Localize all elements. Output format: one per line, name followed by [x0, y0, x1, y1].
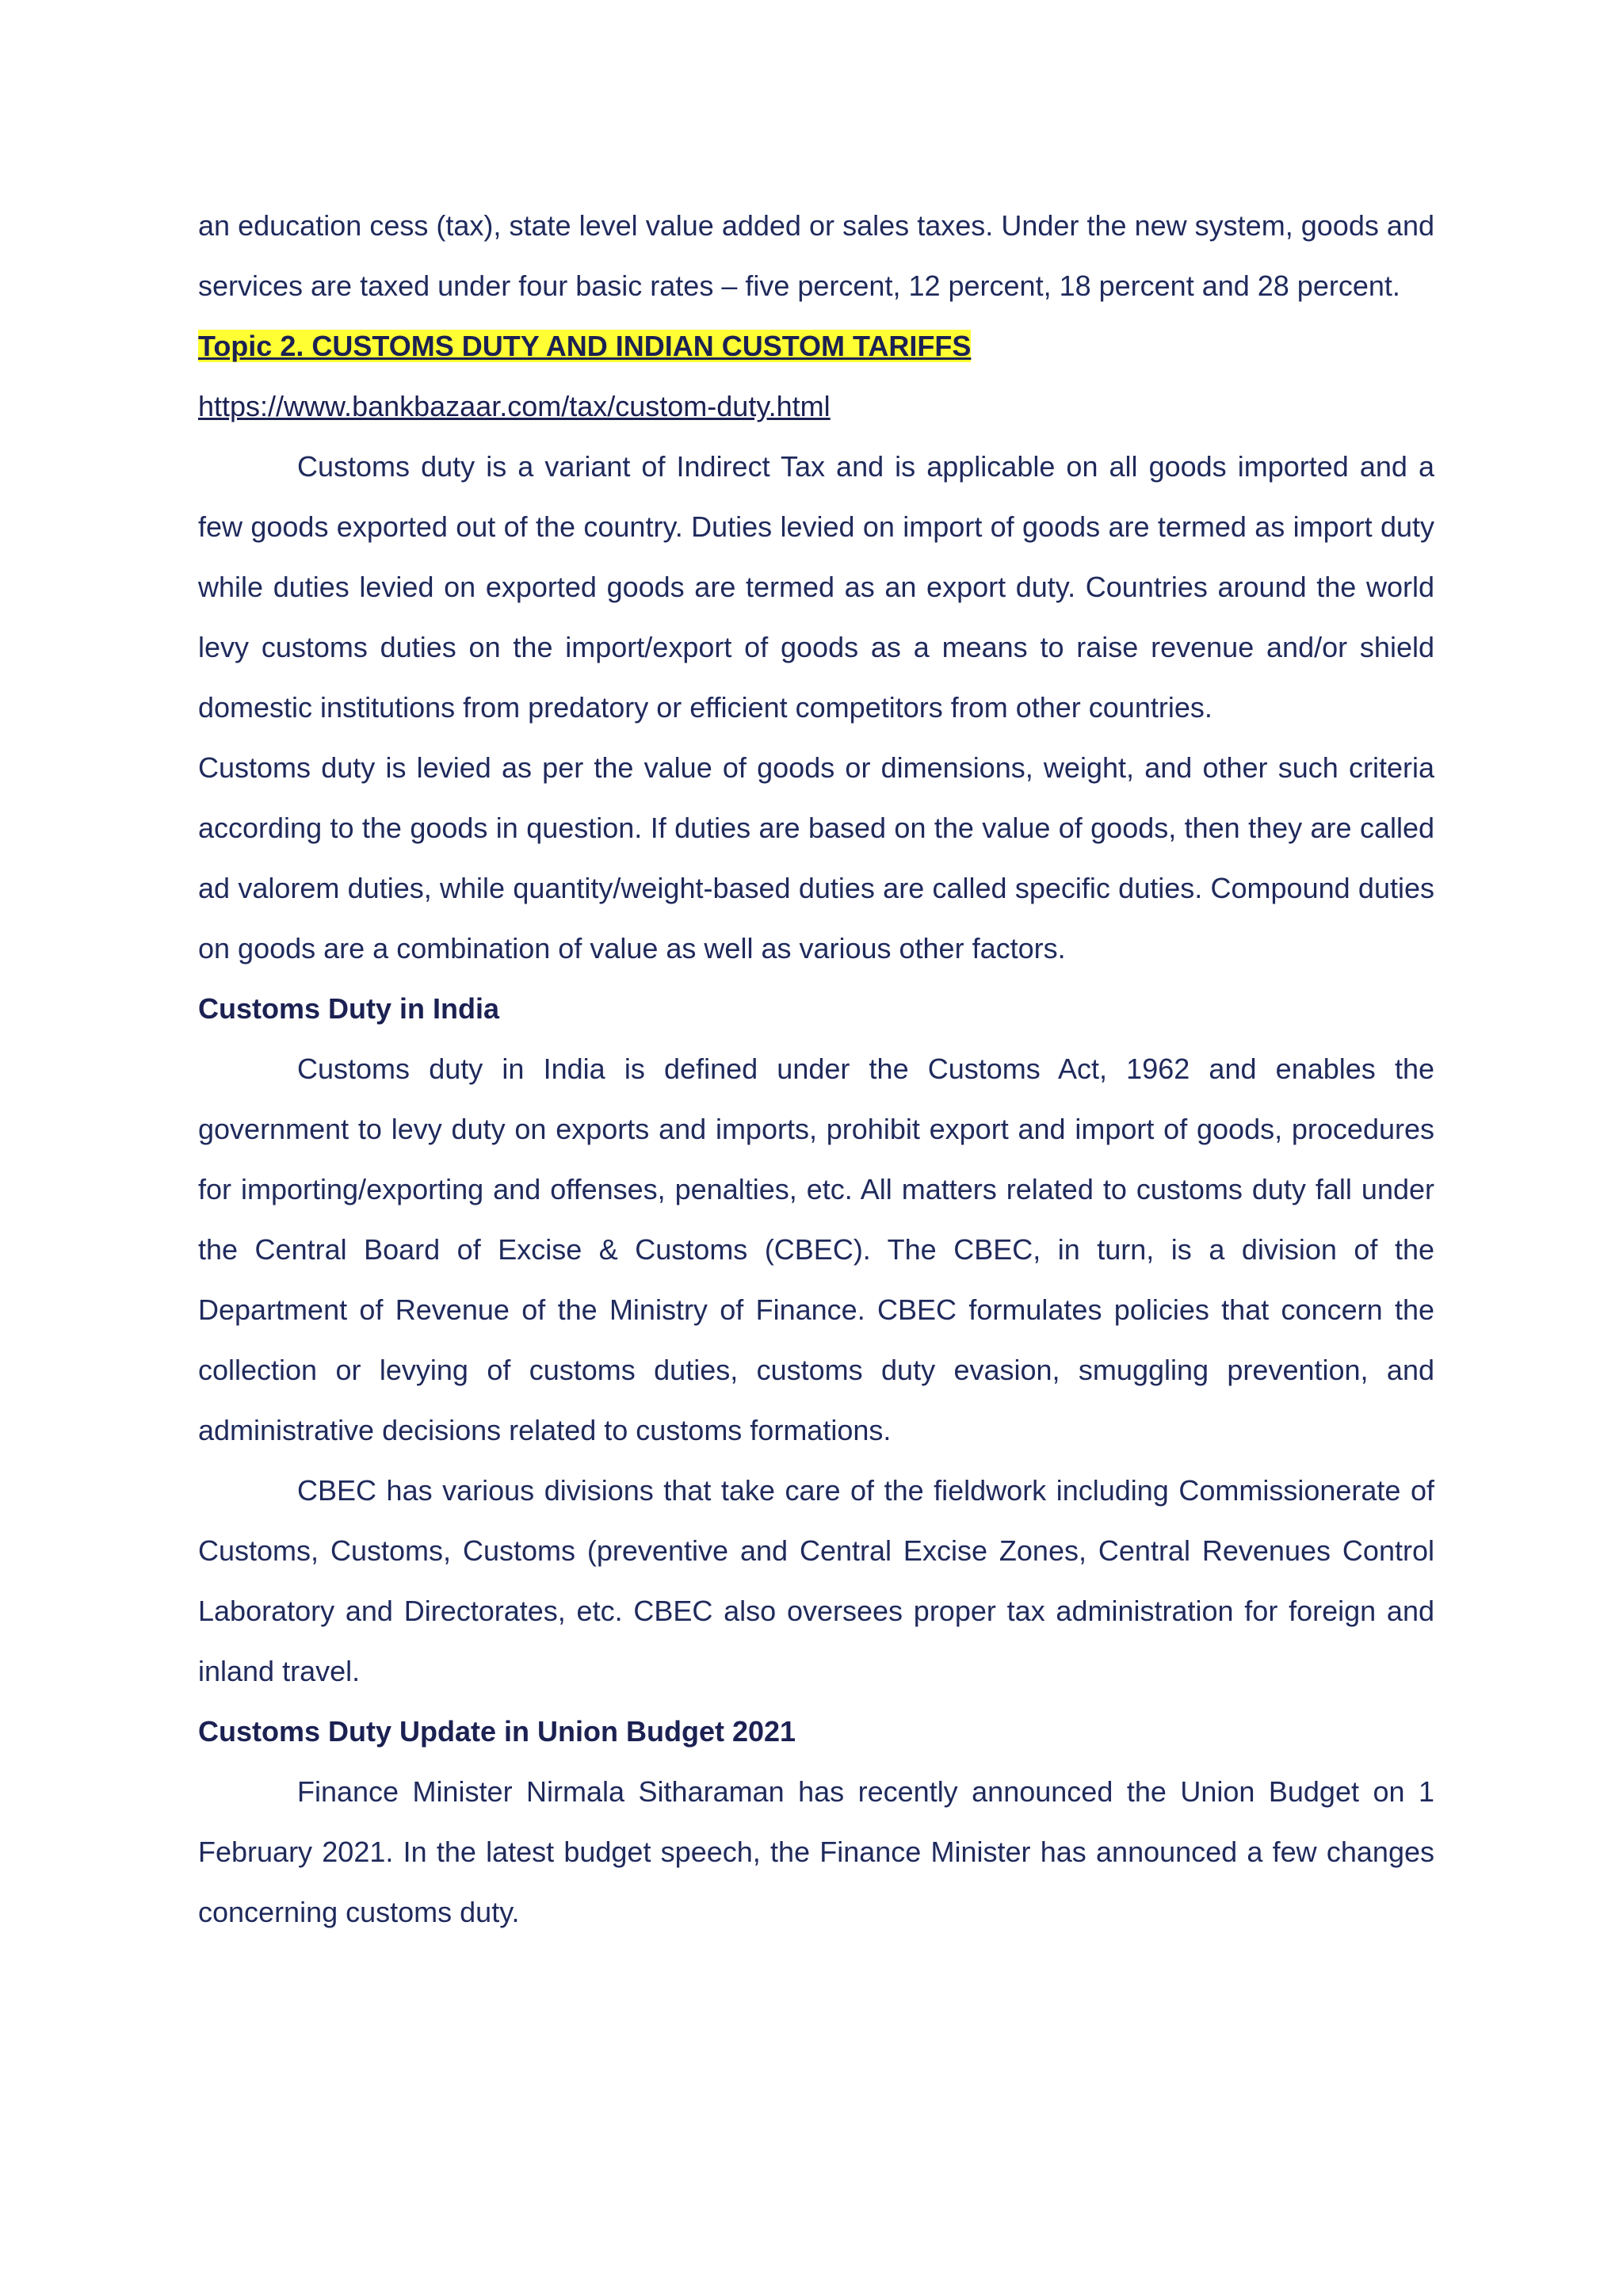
union-budget-heading: Customs Duty Update in Union Budget 2021: [198, 1715, 796, 1748]
intro-paragraph: an education cess (tax), state level value added or sales taxes. Under the new system, goods and services are taxed under four basic rates – five percent, 12 percent, 18 percent and 28 percent.: [198, 209, 1434, 302]
reference-link[interactable]: https://www.bankbazaar.com/tax/custom-duty.html: [198, 390, 831, 422]
cbec-divisions-paragraph: CBEC has various divisions that take care of the fieldwork including Commissionerate of Customs, Customs, Customs (preventive and Central Excise Zones, Central Revenues Control Laboratory and Directorates, etc. CBEC also oversees proper tax administration for foreign and inland travel.: [198, 1474, 1434, 1687]
reference-link-line: [198, 376, 1434, 437]
union-budget-paragraph: Finance Minister Nirmala Sitharaman has recently announced the Union Budget on 1 February 2021. In the latest budget speech, the Finance Minister has announced a few changes concerning customs duty.: [198, 1775, 1434, 1928]
customs-duty-india-paragraph: Customs duty in India is defined under the Customs Act, 1962 and enables the government to levy duty on exports and imports, prohibit export and import of goods, procedures for importing/exporting and offenses, penalties, etc. All matters related to customs duty fall under the Central Board of Excise & Customs (CBEC). The CBEC, in turn, is a division of the Department of Revenue of the Ministry of Finance. CBEC formulates policies that concern the collection or levying of customs duties, customs duty evasion, smuggling prevention, and administrative decisions related to customs formations.: [198, 1052, 1434, 1446]
customs-duty-definition-paragraph: Customs duty is a variant of Indirect Tax and is applicable on all goods imported and a few goods exported out of the country. Duties levied on import of goods are termed as import duty while duties levied on exported goods are termed as an export duty. Countries around the world levy customs duties on the import/export of goods as a means to raise revenue and/or shield domestic institutions from predatory or efficient competitors from other countries.: [198, 450, 1434, 724]
topic-heading: Topic 2. CUSTOMS DUTY AND INDIAN CUSTOM TARIFFS: [198, 330, 972, 362]
document-page: [198, 196, 1434, 1943]
customs-duty-valuation-paragraph: Customs duty is levied as per the value of goods or dimensions, weight, and other such criteria according to the goods in question. If duties are based on the value of goods, then they are called ad valorem duties, while quantity/weight-based duties are called specific duties. Compound duties on goods are a combination of value as well as various other factors.: [198, 751, 1434, 965]
topic-heading-line: [198, 316, 1434, 376]
customs-duty-india-heading: Customs Duty in India: [198, 992, 500, 1025]
